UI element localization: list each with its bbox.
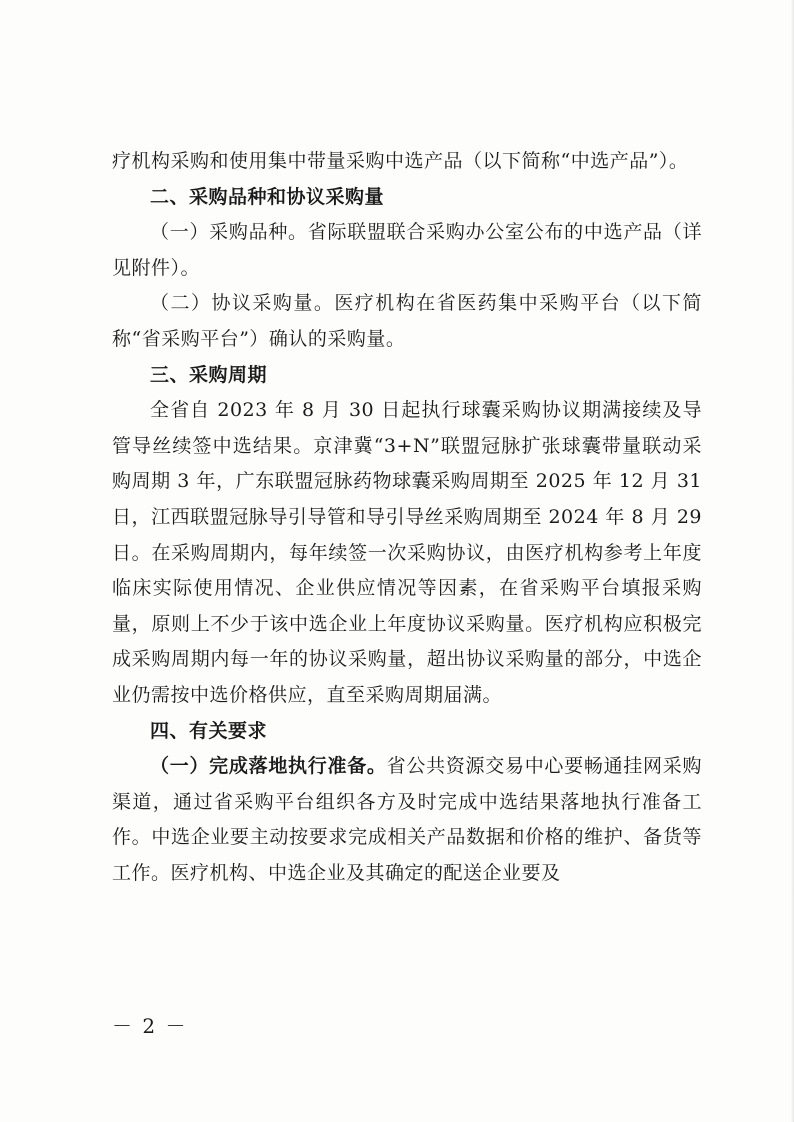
paragraph-implementation-prep [112,749,702,891]
section-heading-4: 四、有关要求 [150,719,268,742]
paragraph-procurement-variety: （一）采购品种。省际联盟联合采购办公室公布的中选产品（详见附件）。 [112,221,702,279]
section-heading-2: 二、采购品种和协议采购量 [150,185,385,208]
document-body [112,144,702,891]
paragraph-procurement-period: 全省自 2023 年 8 月 30 日起执行球囊采购协议期满接续及导管导丝续签中选结果。京津冀“3+N”联盟冠脉扩张球囊带量联动采购周期 3 年，广东联盟冠脉药物球囊采购周期至 2025 年 12 月 31 日，江西联盟冠脉导引导管和导引导丝采购周期至 2024 年 8 月 29 日。在采购周期内，每年续签一次采购协议，由医疗机构参考上年度临床实际使用情况、企业供应情况等因素，在省采购平台填报采购量，原则上不少于该中选企业上年度协议采购量。医疗机构应积极完成采购周期内每一年的协议采购量，超出协议采购量的部分，中选企业仍需按中选价格供应，直至采购周期届满。 [112,399,702,706]
page-number: － 2 － [112,1014,188,1038]
paragraph-agreed-volume: （二）协议采购量。医疗机构在省医药集中采购平台（以下简称“省采购平台”）确认的采购量。 [112,292,702,350]
section-heading-3: 三、采购周期 [150,363,268,386]
paragraph-lead-bold: （一）完成落地执行准备。 [150,755,387,778]
paragraph-implementation-text: 省公共资源交易中心要畅通挂网采购渠道，通过省采购平台组织各方及时完成中选结果落地执行准备工作。中选企业要主动按要求完成相关产品数据和价格的维护、备货等工作。医疗机构、中选企业及其确定的配送企业要及 [112,755,702,884]
paragraph-continued: 疗机构采购和使用集中带量采购中选产品（以下简称“中选产品”）。 [112,150,689,172]
